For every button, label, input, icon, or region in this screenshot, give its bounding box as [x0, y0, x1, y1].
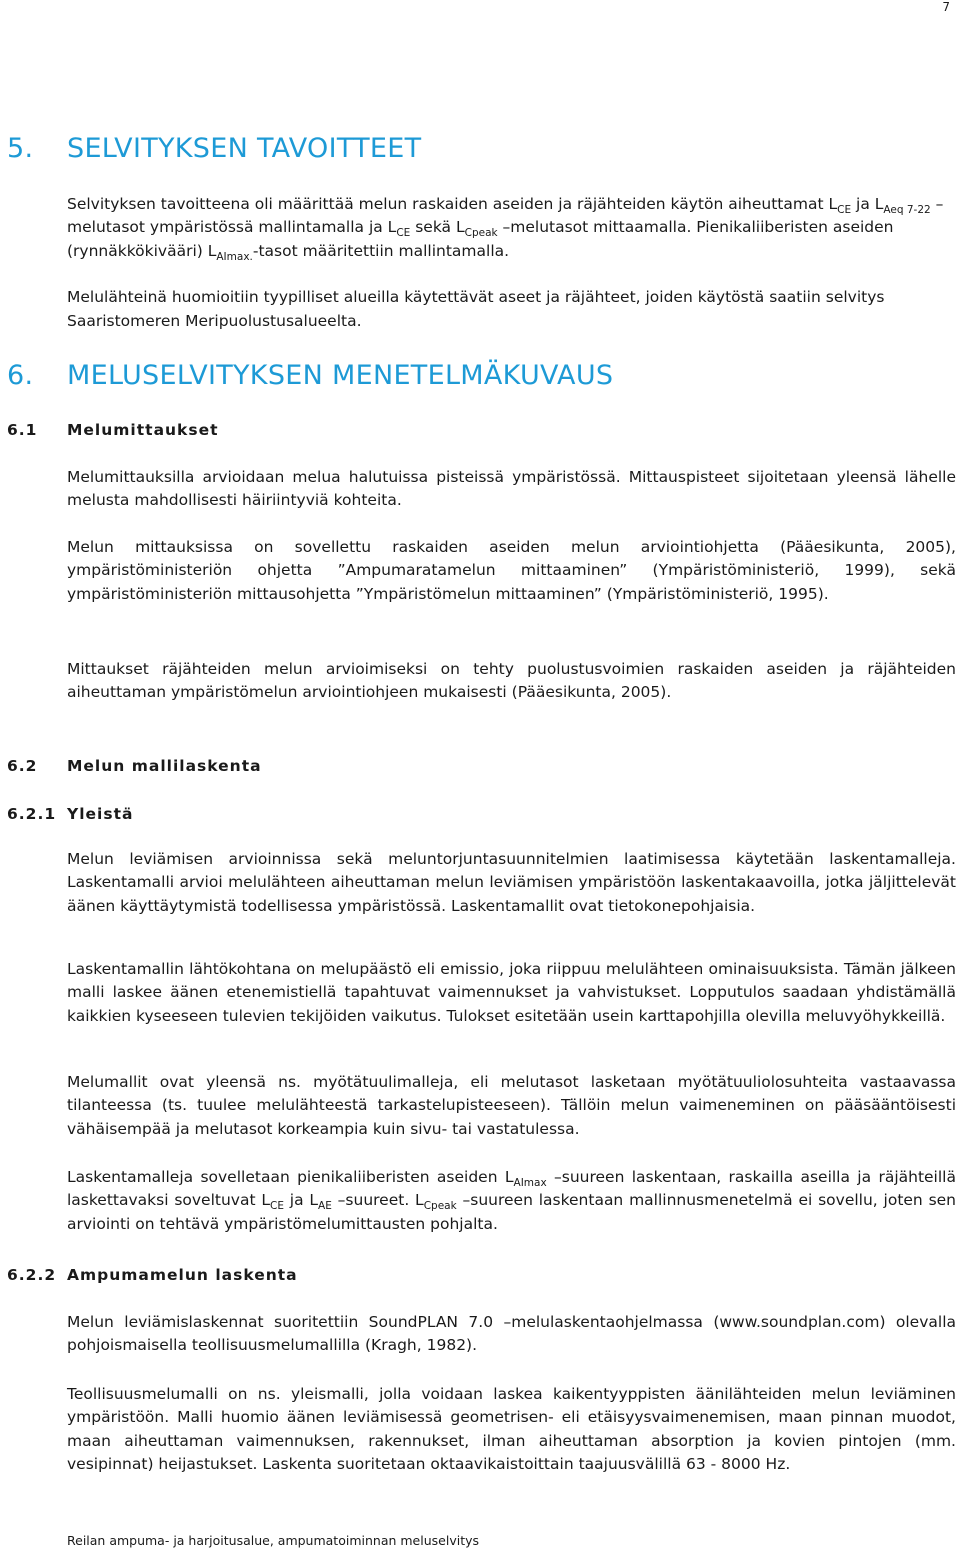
subscript: CE: [396, 227, 411, 240]
paragraph: Melun leviämislaskennat suoritettiin SoundPLAN 7.0 –melulaskentaohjelmassa (www.soundplan.com) olevalla pohjoismaisella teollisuusmelumallilla (Kragh, 1982).: [67, 1313, 956, 1355]
text-run: –melutasot ympäristössä mallintamalla ja L: [67, 195, 944, 237]
text-run: -tasot määritettiin mallintamalla.: [252, 241, 510, 260]
text-run: Laskentamalleja sovelletaan pienikaliiberisten aseiden L: [67, 1168, 514, 1186]
paragraph: Melun mittauksissa on sovellettu raskaiden aseiden melun arviointiohjetta (Pääesikunta, 2005), ympäristöministeriön ohjetta ”Ampumaratamelun mittaaminen” (Ympäristöministeriö, 1999), sekä ympäristöministeriön mittausohjetta ”Ympäristömelun mittaaminen” (Ympäristöministeriö, 1995).: [67, 538, 956, 603]
section-number: 6.2.1: [7, 805, 57, 823]
subscript: AE: [318, 1200, 332, 1213]
section-6-heading: [7, 360, 613, 391]
subscript: AImax.: [216, 250, 253, 263]
paragraph: Melumallit ovat yleensä ns. myötätuulimalleja, eli melutasot lasketaan myötätuuliolosuhteita vastaavassa tilanteessa (ts. tuulee melulähteestä tarkastelupisteeseen). Tällöin melun vaimeneminen on pääsääntöisesti vähäisempää ja melutasot korkeampia kuin sivu- tai vastatulessa.: [67, 1073, 956, 1138]
subscript: Cpeak: [464, 227, 498, 240]
paragraph: [67, 1166, 956, 1236]
paragraph: Melulähteinä huomioitiin tyypilliset alueilla käytettävät aseet ja räjähteet, joiden käytöstä saatiin selvitys Saaristomeren Meripuolustusalueelta.: [67, 288, 885, 330]
paragraph: Melumittauksilla arvioidaan melua halutuissa pisteissä ympäristössä. Mittauspisteet sijoitetaan yleensä lähelle melusta mahdollisesti häiriintyviä kohteita.: [67, 468, 956, 510]
paragraph: Teollisuusmelumalli on ns. yleismalli, jolla voidaan laskea kaikentyyppisten äänilähteiden melun leviäminen ympäristöön. Malli huomio äänen leviämisessä geometrisen- eli etäisyysvaimenemisen, maan pinnan muodot, maan aiheuttaman vaimennuksen, rakennukset, ilman aiheuttaman absorption ja kovien pintojen (mm. vesipinnat) heijastukset. Laskenta suoritetaan oktaavikaistoittain taajuusvälillä 63 - 8000 Hz.: [67, 1385, 956, 1474]
text-run: ja L: [851, 195, 884, 213]
subscript: Aeq 7-22: [883, 204, 931, 216]
page-number: 7: [942, 0, 950, 14]
section-title: Ampumamelun laskenta: [67, 1266, 298, 1284]
paragraph: Mittaukset räjähteiden melun arvioimiseksi on tehty puolustusvoimien raskaiden aseiden ja räjähteiden aiheuttaman ympäristömelun arviointiohjeen mukaisesti (Pääesikunta, 2005).: [67, 660, 956, 702]
section-title: Melun mallilaskenta: [67, 757, 262, 775]
subsection-6-1-heading: [7, 421, 219, 439]
subscript: CE: [270, 1200, 284, 1213]
section-5-heading: [7, 133, 421, 164]
text-run: ja L: [283, 1191, 319, 1210]
text-run: sekä L: [410, 218, 465, 237]
subsection-6-2-heading: [7, 757, 262, 775]
paragraph: Melun leviämisen arvioinnissa sekä meluntorjuntasuunnitelmien laatimisessa käytetään laskentamalleja. Laskentamalli arvioi melulähteen aiheuttaman melun leviämisen ympäristöön laskentakaavoilla, jotka jäljittelevät äänen käyttäytymistä todellisessa ympäristössä. Laskentamallit ovat tietokonepohjaisia.: [67, 850, 956, 915]
section-number: 5.: [7, 133, 34, 164]
subsection-6-2-2-heading: [7, 1266, 298, 1284]
section-number: 6.: [7, 360, 34, 391]
text-run: –suureet. L: [331, 1191, 424, 1210]
section-title: MELUSELVITYKSEN MENETELMÄKUVAUS: [67, 360, 614, 391]
section-title: SELVITYKSEN TAVOITTEET: [67, 133, 422, 164]
text-run: –suureen laskentaan mallinnusmenetelmä ei sovellu, joten sen arviointi on tehtävä ympäristömelumittausten pohjalta.: [67, 1191, 956, 1233]
paragraph: [67, 193, 956, 263]
section-number: 6.1: [7, 421, 38, 439]
section-5-body: [67, 193, 956, 333]
subscript: CE: [837, 204, 852, 216]
paragraph: Laskentamallin lähtökohtana on melupäästö eli emissio, joka riippuu melulähteen ominaisuuksista. Tämän jälkeen malli laskee äänen etenemistiellä tapahtuvat vaimennukset ja vahvistukset. Lopputulos saadaan yhdistämällä kaikkien kyseeseen tulevien tekijöiden vaikutus. Tulokset esitetään usein karttapohjilla olevilla meluvyöhykkeillä.: [67, 960, 956, 1025]
section-title: Yleistä: [67, 805, 134, 823]
subscript: Cpeak: [423, 1200, 457, 1213]
subsection-6-2-1-heading: [7, 805, 133, 823]
subscript: AImax: [513, 1177, 547, 1189]
section-number: 6.2: [7, 757, 38, 775]
text-run: –melutasot mittaamalla. Pienikaliiberisten aseiden (rynnäkkökivääri) L: [67, 218, 894, 260]
text-run: Selvityksen tavoitteena oli määrittää melun raskaiden aseiden ja räjähteiden käytön aiheuttamat L: [67, 195, 838, 213]
section-number: 6.2.2: [7, 1266, 57, 1284]
page-footer: Reilan ampuma- ja harjoitusalue, ampumatoiminnan meluselvitys: [67, 1533, 479, 1548]
section-title: Melumittaukset: [67, 421, 219, 439]
text-run: –suureen laskentaan, raskailla aseilla ja räjähteillä laskettavaksi soveltuvat L: [67, 1168, 956, 1210]
